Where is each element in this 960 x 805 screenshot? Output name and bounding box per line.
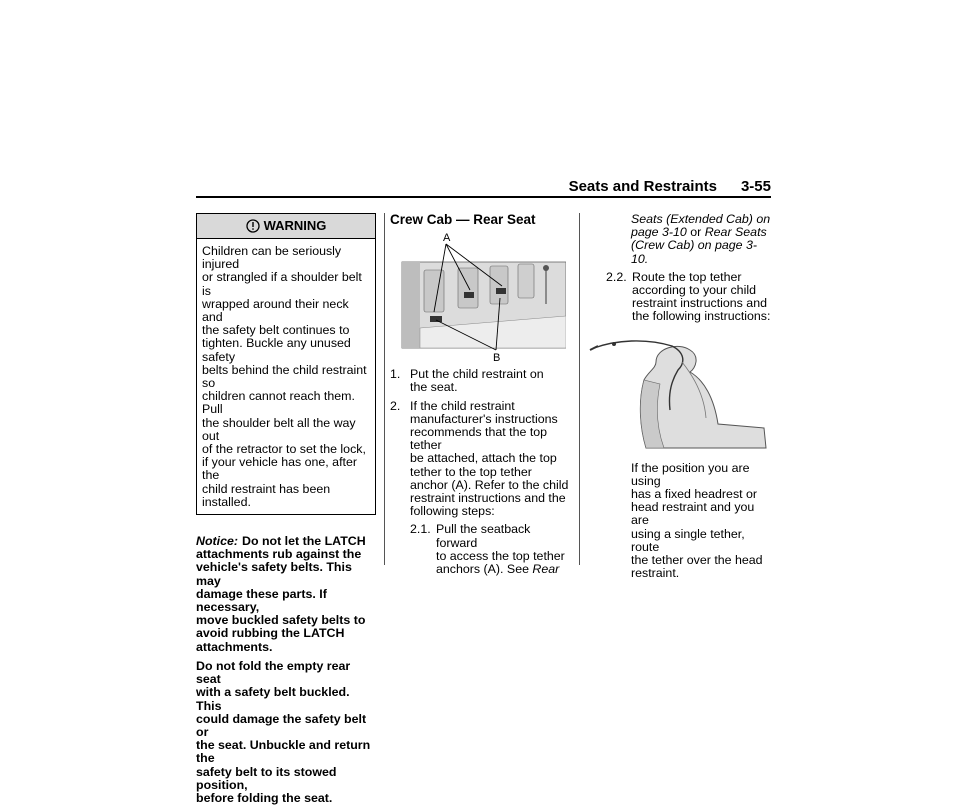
notice-line: attachments. <box>196 639 273 654</box>
notice-line: avoid rubbing the LATCH <box>196 626 345 641</box>
page-number: 3-55 <box>740 178 771 195</box>
cross-reference-continued <box>586 213 771 266</box>
step-1 <box>390 368 570 394</box>
cross-reference: page 3-10 <box>631 225 687 240</box>
column-divider-1 <box>384 213 385 565</box>
step-2 <box>390 400 570 519</box>
note-line: using a single tether, route <box>631 526 745 554</box>
page-header <box>0 178 771 195</box>
warning-text <box>197 239 375 514</box>
step-line: following steps: <box>410 504 495 519</box>
warning-line: children cannot reach them. Pull <box>202 389 355 417</box>
notice-line: attachments rub against the <box>196 547 362 562</box>
fold-line: Do not fold the empty rear seat <box>196 658 351 687</box>
substep-number: 2.1. <box>410 522 431 537</box>
substep-line: Pull the seatback forward <box>436 522 531 550</box>
step-number: 1. <box>390 367 401 382</box>
section-name: Seats and Restraints <box>568 178 717 195</box>
warning-box <box>196 213 376 515</box>
warning-line: child restraint has been installed. <box>202 481 331 509</box>
substep-line: Route the top tether <box>632 269 742 284</box>
cross-reference: Rear <box>532 562 560 577</box>
cross-reference: Seats (Extended Cab) on <box>631 212 771 226</box>
substep-line: to access the top tether <box>436 548 565 563</box>
step-line: anchor (A). Refer to the child <box>410 477 569 492</box>
warning-line: tighten. Buckle any unused safety <box>202 336 351 364</box>
warning-line: Children can be seriously injured <box>202 244 342 272</box>
notice-line: Do not let the LATCH <box>242 534 366 549</box>
warning-line: the shoulder belt all the way out <box>202 415 356 443</box>
tether-routing-illustration <box>586 332 768 450</box>
notice-line: damage these parts. If necessary, <box>196 586 327 615</box>
notice-paragraph <box>196 535 376 654</box>
connector-text: or <box>686 225 705 240</box>
note-line: head restraint and you are <box>631 500 755 528</box>
warning-icon <box>246 219 260 233</box>
warning-line: belts behind the child restraint so <box>202 362 367 391</box>
step-line: recommends that the top tether <box>410 425 548 453</box>
fold-line: with a safety belt buckled. This <box>196 685 350 713</box>
substep-2-1 <box>390 523 570 576</box>
notice-line: move buckled safety belts to <box>196 613 366 628</box>
cross-reference: Rear Seats <box>704 225 767 240</box>
column-divider-2 <box>579 213 580 565</box>
note-line: the tether over the head <box>631 553 763 568</box>
header-rule <box>196 196 771 198</box>
cross-reference: (Crew Cab) on page 3-10. <box>631 238 758 266</box>
step-line: Put the child restraint on <box>410 367 544 382</box>
step-line: tether to the top tether <box>410 464 532 479</box>
single-tether-note <box>586 462 771 581</box>
substep-line: according to your child <box>632 283 756 298</box>
section-title: Crew Cab — Rear Seat <box>390 212 536 227</box>
substep-line: restraint instructions and <box>632 296 767 311</box>
warning-header <box>197 214 375 239</box>
warning-line: of the retractor to set the lock, <box>202 442 366 457</box>
notice-line: vehicle's safety belts. This may <box>196 560 352 588</box>
warning-line: or strangled if a shoulder belt is <box>202 270 362 298</box>
note-line: restraint. <box>631 566 680 581</box>
substep-line: anchors (A). See <box>436 562 533 577</box>
warning-line: wrapped around their neck and <box>202 296 349 325</box>
step-line: restraint instructions and the <box>410 491 566 506</box>
step-line: be attached, attach the top <box>410 451 557 466</box>
fold-line: the seat. Unbuckle and return the <box>196 738 371 766</box>
substep-number: 2.2. <box>606 269 627 284</box>
warning-line: if your vehicle has one, after the <box>202 455 357 483</box>
step-line: If the child restraint <box>410 398 515 413</box>
step-line: manufacturer's instructions <box>410 411 558 426</box>
fold-line: before folding the seat. <box>196 790 333 805</box>
step-line: the seat. <box>410 380 458 395</box>
step-number: 2. <box>390 398 401 413</box>
fold-line: could damage the safety belt or <box>196 711 367 739</box>
warning-line: the safety belt continues to <box>202 323 350 338</box>
column-2 <box>390 213 570 576</box>
substep-2-2 <box>586 271 771 324</box>
note-line: has a fixed headrest or <box>631 487 758 502</box>
warning-title: WARNING <box>263 218 327 234</box>
fold-seat-paragraph <box>196 660 376 805</box>
callout-a: A <box>443 232 451 245</box>
column-1 <box>196 213 376 805</box>
callout-b: B <box>493 352 501 363</box>
column-3 <box>586 213 771 580</box>
rear-seat-anchor-illustration <box>396 232 566 362</box>
notice-label: Notice: <box>196 534 238 549</box>
substep-line: the following instructions: <box>632 309 771 324</box>
note-line: If the position you are using <box>631 460 750 488</box>
fold-line: safety belt to its stowed position, <box>196 764 337 792</box>
